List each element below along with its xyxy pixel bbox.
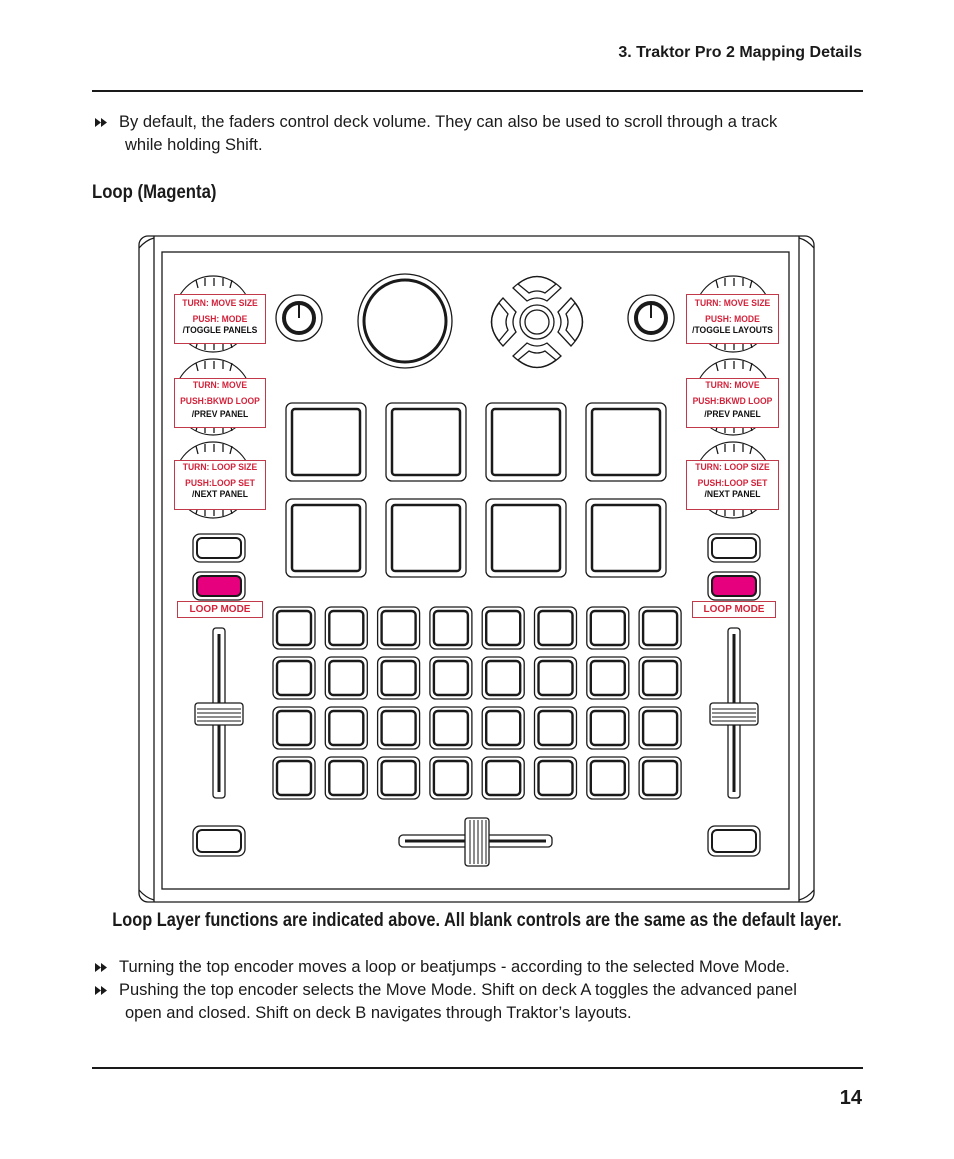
grid-button-face [329, 661, 363, 695]
grid-button-face [643, 611, 677, 645]
left-encoder-2-push: PUSH:BKWD LOOP [180, 396, 260, 407]
right-encoder-1-label [686, 294, 779, 344]
left-encoder-3-shift: /NEXT PANEL [192, 489, 248, 500]
grid-button-face [434, 711, 468, 745]
bullet-1 [92, 956, 862, 979]
grid-button-face [329, 711, 363, 745]
gain-knob-left [276, 295, 322, 341]
left-encoder-3-turn: TURN: LOOP SIZE [182, 462, 258, 473]
intro-bullet-line2: while holding Shift. [125, 136, 263, 154]
bullet-2-line2: open and closed. Shift on deck B navigates through Traktor’s layouts. [125, 1004, 632, 1022]
left-encoder-3-label [174, 460, 266, 510]
grid-button-face [434, 611, 468, 645]
jog-wheel [358, 274, 452, 368]
bullet-1-line1: Turning the top encoder moves a loop or beatjumps - according to the selected Move Mode. [119, 958, 790, 976]
left-encoder-2-label [174, 378, 266, 428]
dpad [492, 277, 583, 368]
button-grid [273, 607, 681, 799]
grid-button-face [643, 661, 677, 695]
left-encoder-1-shift: /TOGGLE PANELS [182, 325, 258, 336]
right-encoder-2-shift: /PREV PANEL [704, 409, 761, 420]
left-encoder-2-shift: /PREV PANEL [191, 409, 249, 420]
right-encoder-3-label [686, 460, 779, 510]
grid-button-face [277, 711, 311, 745]
grid-button-face [591, 611, 625, 645]
encoder-knurls [196, 278, 752, 516]
bullet-2-line1: Pushing the top encoder selects the Move Mode. Shift on deck A toggles the advanced panel [119, 981, 797, 999]
right-encoder-3-push: PUSH:LOOP SET [697, 478, 768, 489]
right-encoder-1-shift: /TOGGLE LAYOUTS [692, 325, 773, 336]
double-arrow-icon [92, 956, 110, 979]
grid-button-face [643, 711, 677, 745]
loop-mode-label-right: LOOP MODE [692, 601, 776, 618]
left-encoder-1-push: PUSH: MODE [192, 314, 248, 325]
controller-inner-panel [162, 252, 789, 889]
grid-button-face [486, 711, 520, 745]
right-encoder-3-turn: TURN: LOOP SIZE [695, 462, 770, 473]
grid-button-face [277, 611, 311, 645]
grid-button-face [486, 761, 520, 795]
grid-button-face [382, 611, 416, 645]
grid-button-face [539, 611, 573, 645]
loop-mode-label-left: LOOP MODE [177, 601, 263, 618]
section-title: Loop (Magenta) [92, 182, 217, 203]
page-header-title: 3. Traktor Pro 2 Mapping Details [618, 44, 862, 61]
bullet-2 [92, 979, 862, 1025]
grid-button-face [434, 661, 468, 695]
grid-button-face [329, 761, 363, 795]
grid-button-face [591, 711, 625, 745]
double-arrow-icon [92, 979, 110, 1002]
right-encoder-2-turn: TURN: MOVE [705, 380, 760, 391]
gain-knob-right [628, 295, 674, 341]
grid-button-face [539, 661, 573, 695]
right-encoder-2-label [686, 378, 779, 428]
grid-button-face [277, 661, 311, 695]
grid-button-face [486, 611, 520, 645]
grid-button-face [539, 711, 573, 745]
right-encoder-3-shift: /NEXT PANEL [704, 489, 761, 500]
grid-button-face [643, 761, 677, 795]
grid-button-face [382, 761, 416, 795]
grid-button-face [591, 761, 625, 795]
left-encoder-3-push: PUSH:LOOP SET [185, 478, 255, 489]
left-encoder-2-turn: TURN: MOVE [192, 380, 248, 391]
diagram-caption: Loop Layer functions are indicated above. All blank controls are the same as the default layer. [112, 910, 842, 931]
grid-button-face [382, 661, 416, 695]
grid-button-face [539, 761, 573, 795]
right-encoder-1-turn: TURN: MOVE SIZE [694, 298, 771, 309]
grid-button-face [434, 761, 468, 795]
grid-button-face [486, 661, 520, 695]
pad-grid [286, 403, 666, 577]
right-encoder-1-push: PUSH: MODE [705, 314, 760, 325]
page-number: 14 [839, 1087, 862, 1109]
left-encoder-1-label [174, 294, 266, 344]
intro-bullet-line1: By default, the faders control deck volume. They can also be used to scroll through a track [119, 113, 778, 131]
right-encoder-2-push: PUSH:BKWD LOOP [692, 396, 773, 407]
footer-rule [92, 1067, 863, 1069]
left-encoder-1-turn: TURN: MOVE SIZE [182, 298, 258, 309]
grid-button-face [591, 661, 625, 695]
grid-button-face [329, 611, 363, 645]
grid-button-face [277, 761, 311, 795]
grid-button-face [382, 711, 416, 745]
